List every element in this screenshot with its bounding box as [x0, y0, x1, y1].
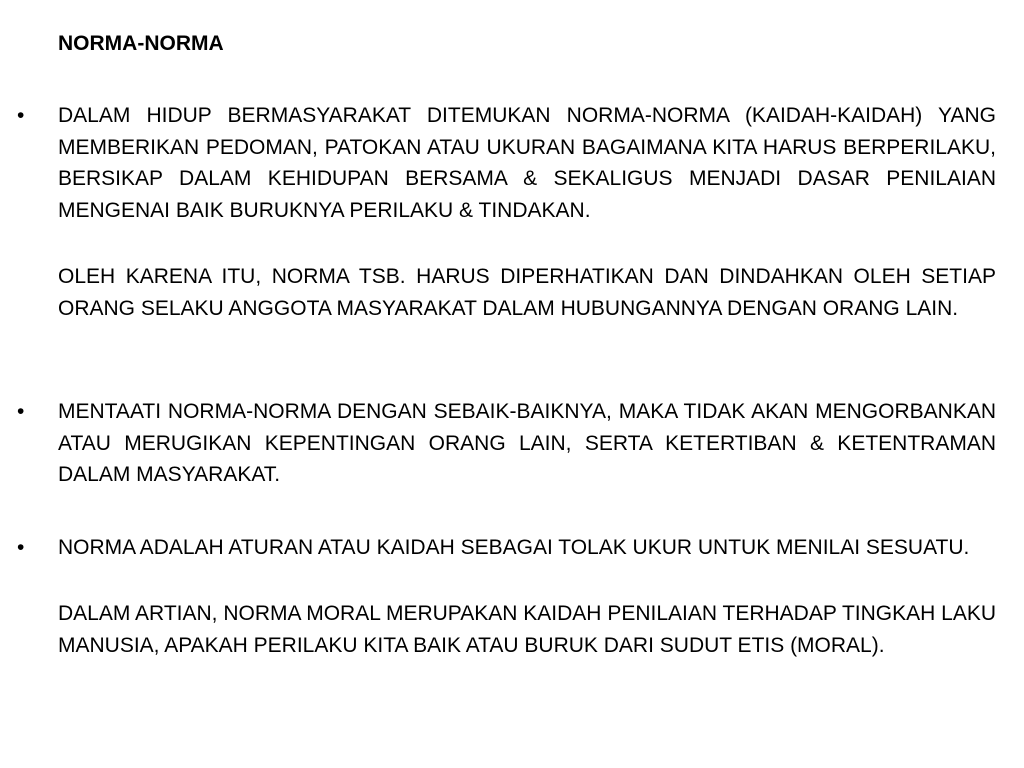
bullet-marker: • [17, 400, 25, 423]
paragraph-obeying-norms: MENTAATI NORMA-NORMA DENGAN SEBAIK-BAIKNYA, MAKA TIDAK AKAN MENGORBANKAN ATAU MERUGIKAN KEPENTINGAN ORANG LAIN, SERTA KETERTIBAN & KETENTRAMAN DALAM MASYARAKAT. [58, 400, 996, 486]
paragraph-norm-definition: NORMA ADALAH ATURAN ATAU KAIDAH SEBAGAI TOLAK UKUR UNTUK MENILAI SESUATU. [58, 536, 970, 559]
bullet-marker: • [17, 536, 25, 559]
paragraph-norms-in-society: DALAM HIDUP BERMASYARAKAT DITEMUKAN NORMA-NORMA (KAIDAH-KAIDAH) YANG MEMBERIKAN PEDOMAN, PATOKAN ATAU UKURAN BAGAIMANA KITA HARUS BERPERILAKU, BERSIKAP DALAM KEHIDUPAN BERSAMA & SEKALIGUS MENJADI DASAR PENILAIAN MENGENAI BAIK BURUKNYA PERILAKU & TINDAKAN. [58, 104, 996, 222]
bullet-marker: • [17, 104, 25, 127]
slide-title: NORMA-NORMA [58, 32, 224, 55]
paragraph-moral-norm: DALAM ARTIAN, NORMA MORAL MERUPAKAN KAIDAH PENILAIAN TERHADAP TINGKAH LAKU MANUSIA, APAKAH PERILAKU KITA BAIK ATAU BURUK DARI SUDUT ETIS (MORAL). [58, 602, 996, 657]
paragraph-norms-must-be-observed: OLEH KARENA ITU, NORMA TSB. HARUS DIPERHATIKAN DAN DINDAHKAN OLEH SETIAP ORANG SELAKU ANGGOTA MASYARAKAT DALAM HUBUNGANNYA DENGAN ORANG LAIN. [58, 265, 996, 320]
